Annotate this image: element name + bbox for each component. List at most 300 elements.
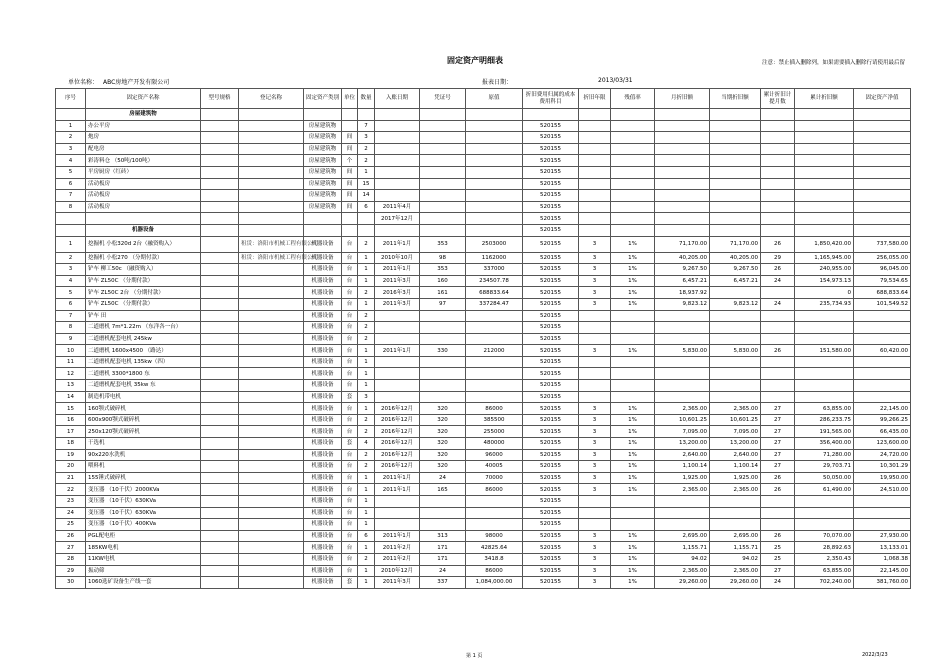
- table-cell: 71,280.00: [795, 449, 854, 461]
- table-cell: [611, 132, 655, 144]
- table-cell: [655, 155, 710, 167]
- table-cell: [710, 166, 761, 178]
- table-cell: 2017年12月: [375, 213, 420, 225]
- table-cell: 5: [56, 287, 86, 299]
- table-cell: [375, 507, 420, 519]
- table-cell: [795, 310, 854, 322]
- table-cell: 26: [761, 236, 795, 252]
- table-cell: 台: [342, 287, 358, 299]
- table-cell: [854, 310, 911, 322]
- table-cell: [201, 414, 239, 426]
- table-cell: 1: [358, 403, 375, 415]
- table-row: [56, 438, 911, 450]
- table-cell: [710, 287, 761, 299]
- table-cell: [201, 213, 239, 225]
- table-cell: 台: [342, 298, 358, 310]
- table-cell: [854, 368, 911, 380]
- table-cell: 2503000: [466, 236, 523, 252]
- table-cell: [579, 507, 611, 519]
- table-cell: 套: [342, 438, 358, 450]
- table-cell: [239, 120, 304, 132]
- table-cell: [56, 109, 86, 121]
- table-cell: 机器设备: [304, 403, 342, 415]
- table-cell: [239, 565, 304, 577]
- table-cell: 520155: [523, 333, 579, 345]
- table-cell: 6: [358, 201, 375, 213]
- table-cell: [655, 120, 710, 132]
- table-cell: 14: [56, 391, 86, 403]
- table-cell: 活动板房: [86, 190, 201, 202]
- table-cell: 挖掘机 小松320d 2台（融资购入）: [86, 236, 201, 252]
- table-cell: [239, 577, 304, 589]
- table-cell: 变压器 （10千伏）2000KVa: [86, 484, 201, 496]
- table-cell: 机器设备: [86, 224, 201, 236]
- table-cell: 1%: [611, 252, 655, 264]
- table-cell: 90x220水洗机: [86, 449, 201, 461]
- table-cell: 机器设备: [304, 322, 342, 334]
- table-cell: [854, 519, 911, 531]
- table-cell: [579, 178, 611, 190]
- table-cell: 3: [579, 298, 611, 310]
- table-cell: 1%: [611, 438, 655, 450]
- table-cell: [201, 298, 239, 310]
- table-cell: [761, 120, 795, 132]
- table-cell: 机器设备: [304, 449, 342, 461]
- table-cell: 13: [56, 380, 86, 392]
- table-cell: [201, 449, 239, 461]
- table-row: [56, 166, 911, 178]
- table-cell: [710, 201, 761, 213]
- table-cell: 房屋建筑物: [86, 109, 201, 121]
- table-cell: [304, 224, 342, 236]
- table-cell: 520155: [523, 426, 579, 438]
- table-cell: [579, 155, 611, 167]
- table-cell: 0: [795, 287, 854, 299]
- table-cell: 台: [342, 519, 358, 531]
- table-cell: [611, 213, 655, 225]
- table-cell: 机器设备: [304, 507, 342, 519]
- usage-note: 注意：禁止插入删除列，如果需要插入删除行请使用最后留: [761, 60, 905, 66]
- table-cell: 10,601.25: [655, 414, 710, 426]
- table-cell: 活动板房: [86, 201, 201, 213]
- table-cell: 520155: [523, 565, 579, 577]
- table-cell: 机器设备: [304, 542, 342, 554]
- table-cell: [466, 155, 523, 167]
- fixed-asset-table: [55, 88, 911, 589]
- table-cell: 520155: [523, 143, 579, 155]
- table-cell: 26: [761, 472, 795, 484]
- table-cell: [795, 507, 854, 519]
- table-cell: 2: [358, 155, 375, 167]
- table-cell: 机器设备: [304, 414, 342, 426]
- table-row: [56, 120, 911, 132]
- table-cell: 1: [358, 264, 375, 276]
- table-cell: 3: [579, 403, 611, 415]
- table-cell: 40,205.00: [655, 252, 710, 264]
- table-cell: 机器设备: [304, 368, 342, 380]
- table-cell: 520155: [523, 345, 579, 357]
- table-cell: 间: [342, 132, 358, 144]
- table-cell: [761, 391, 795, 403]
- table-row: [56, 298, 911, 310]
- table-cell: 255000: [466, 426, 523, 438]
- table-cell: 1,925.00: [655, 472, 710, 484]
- table-cell: 2,365.00: [710, 403, 761, 415]
- table-cell: [201, 224, 239, 236]
- table-cell: 1: [56, 236, 86, 252]
- table-cell: [201, 264, 239, 276]
- table-cell: [420, 519, 466, 531]
- table-cell: 30: [56, 577, 86, 589]
- table-row: [56, 380, 911, 392]
- table-cell: [375, 496, 420, 508]
- table-cell: [201, 310, 239, 322]
- table-row: [56, 496, 911, 508]
- table-cell: 330: [420, 345, 466, 357]
- table-cell: [854, 166, 911, 178]
- table-cell: [420, 391, 466, 403]
- table-cell: 二道磨机 7m*1.22m （东洋各一台）: [86, 322, 201, 334]
- table-cell: 21: [56, 472, 86, 484]
- table-cell: [611, 380, 655, 392]
- table-cell: 振动筛: [86, 565, 201, 577]
- table-cell: [579, 143, 611, 155]
- table-cell: 10: [56, 345, 86, 357]
- table-cell: 520155: [523, 287, 579, 299]
- table-cell: 台: [342, 368, 358, 380]
- table-cell: 19: [56, 449, 86, 461]
- table-cell: [795, 213, 854, 225]
- table-cell: [239, 287, 304, 299]
- table-cell: [201, 426, 239, 438]
- table-cell: 台: [342, 530, 358, 542]
- table-cell: 24,510.00: [854, 484, 911, 496]
- table-cell: [655, 224, 710, 236]
- table-cell: [466, 213, 523, 225]
- table-cell: 26: [761, 530, 795, 542]
- page-title: 固定资产明细表: [447, 56, 503, 65]
- table-cell: [201, 287, 239, 299]
- table-cell: [239, 190, 304, 202]
- table-cell: 1: [358, 565, 375, 577]
- table-cell: [466, 519, 523, 531]
- table-cell: 间: [342, 178, 358, 190]
- table-cell: [761, 368, 795, 380]
- table-cell: [420, 178, 466, 190]
- table-cell: 2016年12月: [375, 461, 420, 473]
- table-cell: 520155: [523, 530, 579, 542]
- table-cell: [466, 356, 523, 368]
- table-cell: 185KW电机: [86, 542, 201, 554]
- table-cell: 25: [56, 519, 86, 531]
- table-cell: [761, 310, 795, 322]
- table-cell: 1%: [611, 298, 655, 310]
- table-cell: [375, 322, 420, 334]
- table-row: [56, 565, 911, 577]
- table-cell: 13,200.00: [710, 438, 761, 450]
- table-row: [56, 391, 911, 403]
- table-cell: 台: [342, 553, 358, 565]
- table-row: [56, 403, 911, 415]
- table-cell: 房屋建筑物: [304, 166, 342, 178]
- table-cell: 250x120颚式破碎机: [86, 426, 201, 438]
- table-cell: 71,170.00: [710, 236, 761, 252]
- table-cell: 2011年1月: [375, 530, 420, 542]
- table-cell: [655, 310, 710, 322]
- table-cell: [795, 496, 854, 508]
- table-cell: [611, 310, 655, 322]
- table-cell: [239, 380, 304, 392]
- table-cell: 520155: [523, 403, 579, 415]
- table-cell: [579, 356, 611, 368]
- table-cell: 337000: [466, 264, 523, 276]
- print-date: 2022/3/23: [862, 652, 888, 658]
- table-cell: [466, 224, 523, 236]
- table-cell: 2010年12月: [375, 565, 420, 577]
- table-cell: [239, 449, 304, 461]
- table-cell: 520155: [523, 507, 579, 519]
- table-cell: [611, 190, 655, 202]
- table-cell: 1,925.00: [710, 472, 761, 484]
- table-cell: [795, 224, 854, 236]
- table-row: [56, 542, 911, 554]
- table-cell: [420, 155, 466, 167]
- table-cell: 28: [56, 553, 86, 565]
- table-cell: 喂料机: [86, 461, 201, 473]
- table-cell: [710, 224, 761, 236]
- column-header: 登记名称: [239, 89, 304, 109]
- table-cell: 2016年3月: [375, 287, 420, 299]
- table-cell: [201, 577, 239, 589]
- table-cell: 3: [579, 542, 611, 554]
- table-cell: 机器设备: [304, 236, 342, 252]
- table-cell: [375, 310, 420, 322]
- table-cell: 个: [342, 155, 358, 167]
- table-cell: 1: [358, 356, 375, 368]
- table-cell: 6: [56, 298, 86, 310]
- table-cell: [239, 403, 304, 415]
- table-cell: [579, 368, 611, 380]
- table-cell: 26: [761, 484, 795, 496]
- table-cell: 191,565.00: [795, 426, 854, 438]
- table-cell: [761, 132, 795, 144]
- table-cell: [239, 461, 304, 473]
- table-cell: 机器设备: [304, 553, 342, 565]
- table-cell: [239, 178, 304, 190]
- table-cell: 520155: [523, 484, 579, 496]
- table-row: [56, 143, 911, 155]
- table-cell: 2: [358, 236, 375, 252]
- table-row: [56, 577, 911, 589]
- table-cell: [795, 380, 854, 392]
- table-cell: [761, 213, 795, 225]
- table-cell: 3: [579, 236, 611, 252]
- table-cell: 2: [358, 333, 375, 345]
- table-cell: 18,937.92: [655, 287, 710, 299]
- table-cell: [201, 403, 239, 415]
- table-cell: [761, 519, 795, 531]
- table-cell: [420, 356, 466, 368]
- table-cell: [375, 109, 420, 121]
- table-cell: 320: [420, 426, 466, 438]
- column-header: 固定资产净值: [854, 89, 911, 109]
- table-cell: [655, 496, 710, 508]
- table-cell: 台: [342, 496, 358, 508]
- table-cell: [611, 109, 655, 121]
- table-cell: [466, 507, 523, 519]
- table-cell: 27: [761, 449, 795, 461]
- table-cell: 29,260.00: [710, 577, 761, 589]
- table-cell: 1%: [611, 264, 655, 276]
- table-cell: 铲车 ZL50C 2台 （分期付款）: [86, 287, 201, 299]
- column-header: 数量: [358, 89, 375, 109]
- table-cell: 12: [56, 368, 86, 380]
- table-cell: [854, 132, 911, 144]
- table-cell: 50,050.00: [795, 472, 854, 484]
- table-cell: 1: [358, 496, 375, 508]
- table-cell: [375, 391, 420, 403]
- table-cell: 机器设备: [304, 356, 342, 368]
- table-cell: 63,855.00: [795, 565, 854, 577]
- table-cell: 313: [420, 530, 466, 542]
- table-cell: [761, 356, 795, 368]
- table-cell: [854, 178, 911, 190]
- table-cell: 356,400.00: [795, 438, 854, 450]
- table-cell: [239, 368, 304, 380]
- table-cell: 3: [579, 438, 611, 450]
- table-cell: [854, 213, 911, 225]
- table-cell: [795, 109, 854, 121]
- table-cell: 520155: [523, 132, 579, 144]
- table-cell: 96,045.00: [854, 264, 911, 276]
- table-cell: [56, 224, 86, 236]
- table-cell: [86, 213, 201, 225]
- column-header: 固定资产名称: [86, 89, 201, 109]
- table-cell: [655, 507, 710, 519]
- table-cell: [854, 109, 911, 121]
- table-cell: [420, 109, 466, 121]
- table-cell: 23: [56, 496, 86, 508]
- table-cell: 63,855.00: [795, 403, 854, 415]
- table-cell: 29,703.71: [795, 461, 854, 473]
- table-cell: 26: [761, 345, 795, 357]
- table-cell: [611, 519, 655, 531]
- table-cell: [239, 553, 304, 565]
- table-cell: 27: [761, 565, 795, 577]
- table-cell: 2: [358, 449, 375, 461]
- table-cell: [358, 224, 375, 236]
- table-cell: 1%: [611, 287, 655, 299]
- table-cell: [854, 201, 911, 213]
- table-cell: 台: [342, 414, 358, 426]
- table-row: [56, 484, 911, 496]
- table-cell: 3: [579, 414, 611, 426]
- table-cell: [655, 143, 710, 155]
- table-cell: 1: [358, 484, 375, 496]
- table-cell: 机器设备: [304, 484, 342, 496]
- table-cell: 353: [420, 236, 466, 252]
- table-cell: 2,695.00: [655, 530, 710, 542]
- table-cell: 24: [761, 577, 795, 589]
- table-cell: 二道磨机配套电机 135kw（四）: [86, 356, 201, 368]
- table-cell: 房屋建筑物: [304, 155, 342, 167]
- table-cell: 平房厨房（红砖）: [86, 166, 201, 178]
- table-cell: [761, 333, 795, 345]
- table-cell: 间: [342, 166, 358, 178]
- table-cell: 二道磨机配套电机 35kw 东: [86, 380, 201, 392]
- table-cell: 2: [56, 132, 86, 144]
- table-cell: 台: [342, 380, 358, 392]
- table-cell: [466, 178, 523, 190]
- table-cell: 台: [342, 310, 358, 322]
- table-cell: 320: [420, 438, 466, 450]
- table-row: [56, 287, 911, 299]
- table-cell: 27: [761, 461, 795, 473]
- table-cell: [201, 484, 239, 496]
- table-cell: [854, 143, 911, 155]
- table-cell: 2,365.00: [655, 403, 710, 415]
- table-cell: 1: [358, 275, 375, 287]
- table-cell: 1%: [611, 484, 655, 496]
- table-cell: 台: [342, 403, 358, 415]
- column-header: 当期折旧额: [710, 89, 761, 109]
- table-cell: 间: [342, 190, 358, 202]
- table-cell: 机器设备: [304, 252, 342, 264]
- table-cell: 台: [342, 484, 358, 496]
- table-cell: 间: [342, 201, 358, 213]
- table-cell: [655, 132, 710, 144]
- table-cell: [795, 143, 854, 155]
- table-cell: 1: [358, 252, 375, 264]
- table-cell: [655, 213, 710, 225]
- table-cell: 台: [342, 322, 358, 334]
- table-cell: 688833.64: [466, 287, 523, 299]
- table-cell: [239, 224, 304, 236]
- table-cell: 70000: [466, 472, 523, 484]
- table-cell: [201, 322, 239, 334]
- table-row: [56, 345, 911, 357]
- table-cell: 3418.8: [466, 553, 523, 565]
- table-cell: 2: [358, 143, 375, 155]
- table-cell: 铲车 ZL50C （分期付款）: [86, 275, 201, 287]
- table-cell: [420, 190, 466, 202]
- table-cell: [795, 190, 854, 202]
- table-cell: 520155: [523, 264, 579, 276]
- table-cell: [201, 530, 239, 542]
- table-cell: [795, 322, 854, 334]
- table-cell: [420, 496, 466, 508]
- table-cell: 2011年1月: [375, 264, 420, 276]
- table-cell: 1: [358, 368, 375, 380]
- table-cell: 间: [342, 143, 358, 155]
- table-cell: [420, 322, 466, 334]
- table-cell: 台: [342, 345, 358, 357]
- table-cell: 2: [358, 287, 375, 299]
- report-date-value: 2013/03/31: [598, 77, 633, 84]
- section-row: [56, 224, 911, 236]
- table-cell: 155锤式破碎机: [86, 472, 201, 484]
- table-cell: 256,055.00: [854, 252, 911, 264]
- table-cell: [854, 155, 911, 167]
- table-cell: [854, 120, 911, 132]
- table-cell: [304, 109, 342, 121]
- table-cell: 6: [358, 530, 375, 542]
- table-cell: 2016年12月: [375, 426, 420, 438]
- table-cell: [579, 333, 611, 345]
- table-cell: 9,267.50: [710, 264, 761, 276]
- table-cell: [655, 333, 710, 345]
- table-cell: 165: [420, 484, 466, 496]
